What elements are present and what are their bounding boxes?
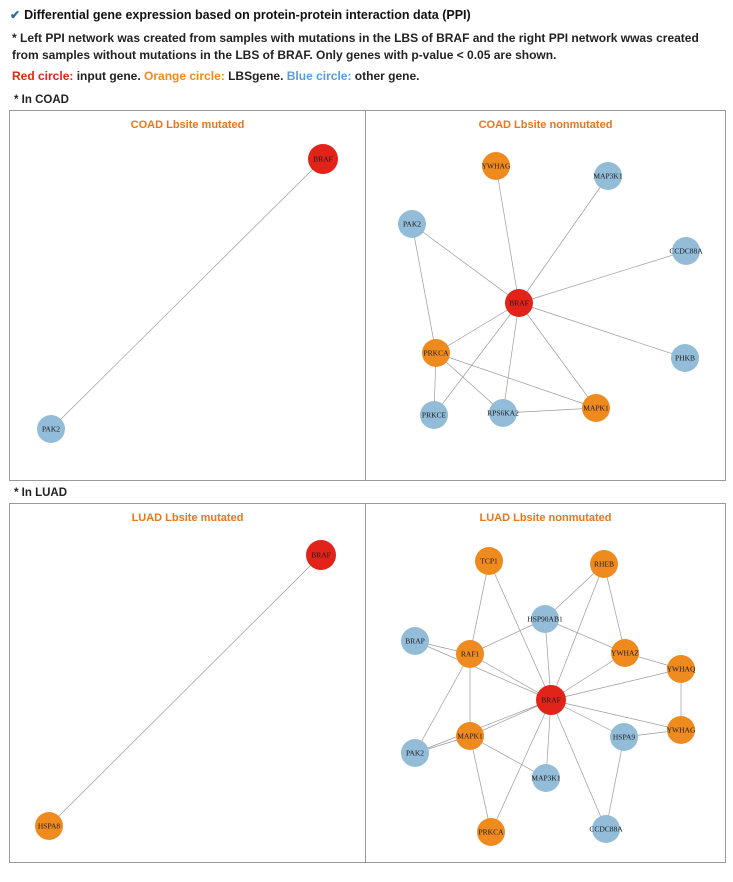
legend-orange-label: Orange circle:: [144, 69, 225, 83]
network-edge: [412, 224, 436, 353]
network-edge: [51, 159, 323, 429]
panel-luad-nonmutated: [366, 503, 726, 863]
network-node[interactable]: [482, 152, 511, 180]
network-node[interactable]: [308, 144, 338, 174]
network-node[interactable]: [475, 547, 503, 575]
network-edge: [519, 303, 685, 358]
network-node[interactable]: [611, 639, 639, 667]
network-node[interactable]: [582, 394, 610, 422]
network-edge: [503, 303, 519, 413]
network-node[interactable]: [35, 812, 63, 840]
network-node[interactable]: [401, 627, 429, 655]
legend-orange-text: LBSgene.: [224, 69, 287, 83]
network-edge: [470, 561, 489, 654]
network-coad-mutated: [10, 111, 365, 480]
network-node[interactable]: [422, 339, 450, 367]
section-label-luad: * In LUAD: [14, 487, 68, 499]
legend-blue-text: other gene.: [351, 69, 420, 83]
network-edge: [551, 669, 681, 700]
network-edge: [519, 303, 596, 408]
panel-title-coad-nonmutated: COAD Lbsite nonmutated: [478, 119, 613, 131]
page-title: [10, 8, 725, 22]
network-edge: [606, 737, 624, 829]
node-label: PRKCA: [478, 827, 504, 837]
network-node[interactable]: [593, 162, 622, 190]
edge-group: [51, 159, 323, 429]
network-node[interactable]: [536, 685, 566, 715]
network-edge: [436, 303, 519, 353]
page-description: * Left PPI network was created from samples with mutations in the LBS of BRAF and the right PPI network wwas created from samples without mutations in the LBS of BRAF. Only genes with p-value < 0.05 are shown.: [12, 31, 699, 62]
network-edge: [49, 555, 321, 826]
node-label: MAPK1: [457, 731, 483, 741]
node-label: MAPK1: [583, 403, 609, 413]
page-title-text: Differential gene expression based on protein-protein interaction data (PPI): [24, 8, 471, 22]
network-node[interactable]: [589, 815, 623, 843]
network-node[interactable]: [590, 550, 618, 578]
node-label: CCDC88A: [589, 824, 623, 834]
legend: [12, 68, 723, 84]
network-node[interactable]: [401, 739, 429, 767]
node-label: RAF1: [460, 649, 480, 659]
network-node[interactable]: [531, 764, 560, 792]
check-icon: ✔: [10, 8, 21, 22]
node-label: HSP90AB1: [527, 614, 563, 624]
network-node[interactable]: [456, 722, 484, 750]
panel-luad-mutated: [9, 503, 366, 863]
panel-coad-mutated: [9, 110, 366, 481]
panel-coad-nonmutated: [366, 110, 726, 481]
network-node[interactable]: [420, 401, 448, 429]
node-label: PAK2: [405, 748, 425, 758]
section-label-coad: * In COAD: [14, 94, 69, 106]
network-edge: [551, 564, 604, 700]
node-label: RHEB: [593, 559, 615, 569]
node-label: BRAF: [311, 550, 331, 560]
network-coad-nonmutated: [366, 111, 725, 480]
network-node[interactable]: [477, 818, 505, 846]
network-node[interactable]: [527, 605, 563, 633]
node-label: CCDC88A: [669, 246, 703, 256]
network-node[interactable]: [306, 540, 336, 570]
node-label: HSPA8: [37, 821, 61, 831]
node-label: RPS6KA2: [487, 408, 519, 418]
network-node[interactable]: [398, 210, 426, 238]
legend-red-label: Red circle:: [12, 69, 74, 83]
panel-row-coad: [9, 110, 726, 481]
network-edge: [496, 166, 519, 303]
network-edge: [551, 700, 681, 730]
panel-title-luad-nonmutated: LUAD Lbsite nonmutated: [479, 512, 612, 524]
network-node[interactable]: [669, 237, 703, 265]
node-label: BRAF: [541, 695, 561, 705]
node-label: PRKCA: [423, 348, 449, 358]
network-node[interactable]: [671, 344, 699, 372]
network-edge: [519, 251, 686, 303]
network-node[interactable]: [505, 289, 533, 317]
node-label: MAP3K1: [531, 773, 561, 783]
network-node[interactable]: [667, 655, 696, 683]
node-label: PRKCE: [421, 410, 447, 420]
network-node[interactable]: [456, 640, 484, 668]
network-node[interactable]: [667, 716, 696, 744]
network-luad-mutated: [10, 504, 365, 862]
edge-group: [412, 166, 686, 415]
network-edge: [412, 224, 519, 303]
node-label: MAP3K1: [593, 171, 623, 181]
node-label: BRAF: [313, 154, 333, 164]
network-node[interactable]: [610, 723, 638, 751]
panel-row-luad: [9, 503, 726, 863]
legend-blue-label: Blue circle:: [286, 69, 352, 83]
node-label: PAK2: [402, 219, 422, 229]
node-label: HSPA9: [612, 732, 636, 742]
node-label: PHKB: [674, 353, 696, 363]
node-label: BRAP: [405, 636, 425, 646]
panel-title-luad-mutated: LUAD Lbsite mutated: [131, 512, 244, 524]
node-label: BRAF: [509, 298, 529, 308]
node-label: PAK2: [41, 424, 61, 434]
node-label: YWHAG: [481, 161, 511, 171]
node-label: TCP1: [480, 556, 498, 566]
edge-group: [49, 555, 321, 826]
panel-title-coad-mutated: COAD Lbsite mutated: [130, 119, 245, 131]
node-label: YWHAZ: [611, 648, 639, 658]
node-label: YWHAQ: [666, 664, 696, 674]
network-edge: [519, 176, 608, 303]
node-label: YWHAG: [666, 725, 696, 735]
network-node[interactable]: [37, 415, 65, 443]
network-edge: [551, 700, 606, 829]
legend-red-text: input gene.: [73, 69, 145, 83]
network-luad-nonmutated: [366, 504, 725, 862]
network-edge: [470, 736, 491, 832]
